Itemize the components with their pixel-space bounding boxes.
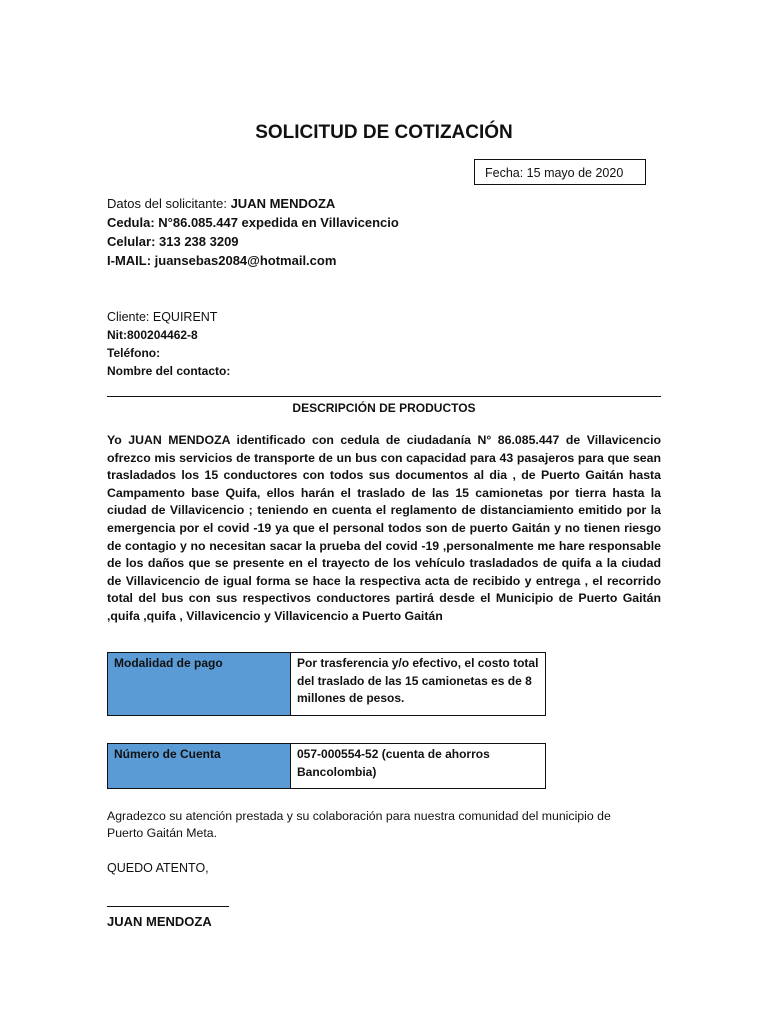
account-label: Número de Cuenta: [108, 744, 291, 789]
thanks-paragraph: Agradezco su atención prestada y su colaboración para nuestra comunidad del municipio de Puerto Gaitán Meta.: [107, 809, 611, 840]
applicant-cedula: Cedula: N°86.085.447 expedida en Villavicencio: [107, 215, 399, 230]
signature-line: [107, 906, 229, 907]
payment-table: [107, 652, 546, 716]
section-title: DESCRIPCIÓN DE PRODUCTOS: [292, 401, 476, 415]
document-title: SOLICITUD DE COTIZACIÓN: [255, 122, 513, 143]
applicant-phone: Celular: 313 238 3209: [107, 234, 239, 249]
account-table: [107, 743, 546, 789]
account-row: [108, 744, 546, 789]
client-name: Cliente: EQUIRENT: [107, 310, 218, 324]
client-contact: Nombre del contacto:: [107, 364, 231, 378]
date-box: Fecha: 15 mayo de 2020: [474, 159, 646, 185]
applicant-data-line: [107, 196, 335, 211]
product-description: Yo JUAN MENDOZA identificado con cedula de ciudadanía N° 86.085.447 de Villavicencio ofrezco mis servicios de transporte de un bus con capacidad para 43 pasajeros para que sean trasladados los 15 conductores con todos sus documentos al dia , de Puerto Gaitán hasta Campamento base Quifa, ellos harán el traslado de las 15 camionetas por tierra hasta la ciudad de Villavicencio ; teniendo en cuenta el reglamento de distanciamiento emitido por la emergencia por el covid -19 ya que el personal todos son de puerto Gaitán y no tienen riesgo de contagio y no necesitan sacar la prueba del covid -19 ,personalmente me hare responsable de los daños que se presente en el trayecto de los vehículo trasladados de quifa a la ciudad de Villavicencio de igual forma se hace la respectiva acta de recibido y entrega , el recorrido total del bus con sus respectivos conductores partirá desde el Municipio de Puerto Gaitán ,quifa ,quifa , Villavicencio y Villavicencio a Puerto Gaitán: [107, 433, 661, 623]
applicant-email: I-MAIL: juansebas2084@hotmail.com: [107, 253, 337, 268]
client-phone: Teléfono:: [107, 346, 161, 360]
client-nit: Nit:800204462-8: [107, 328, 198, 342]
payment-value: Por trasferencia y/o efectivo, el costo total del traslado de las 15 camionetas es de 8 millones de pesos.: [291, 653, 546, 716]
signature-name: JUAN MENDOZA: [107, 914, 212, 929]
payment-row: [108, 653, 546, 716]
section-divider: [107, 396, 661, 397]
payment-label: Modalidad de pago: [108, 653, 291, 716]
closing: QUEDO ATENTO,: [107, 861, 209, 875]
account-value: 057-000554-52 (cuenta de ahorros Bancolombia): [291, 744, 546, 789]
applicant-data-label: Datos del solicitante:: [107, 196, 227, 211]
applicant-name: JUAN MENDOZA: [230, 196, 336, 211]
